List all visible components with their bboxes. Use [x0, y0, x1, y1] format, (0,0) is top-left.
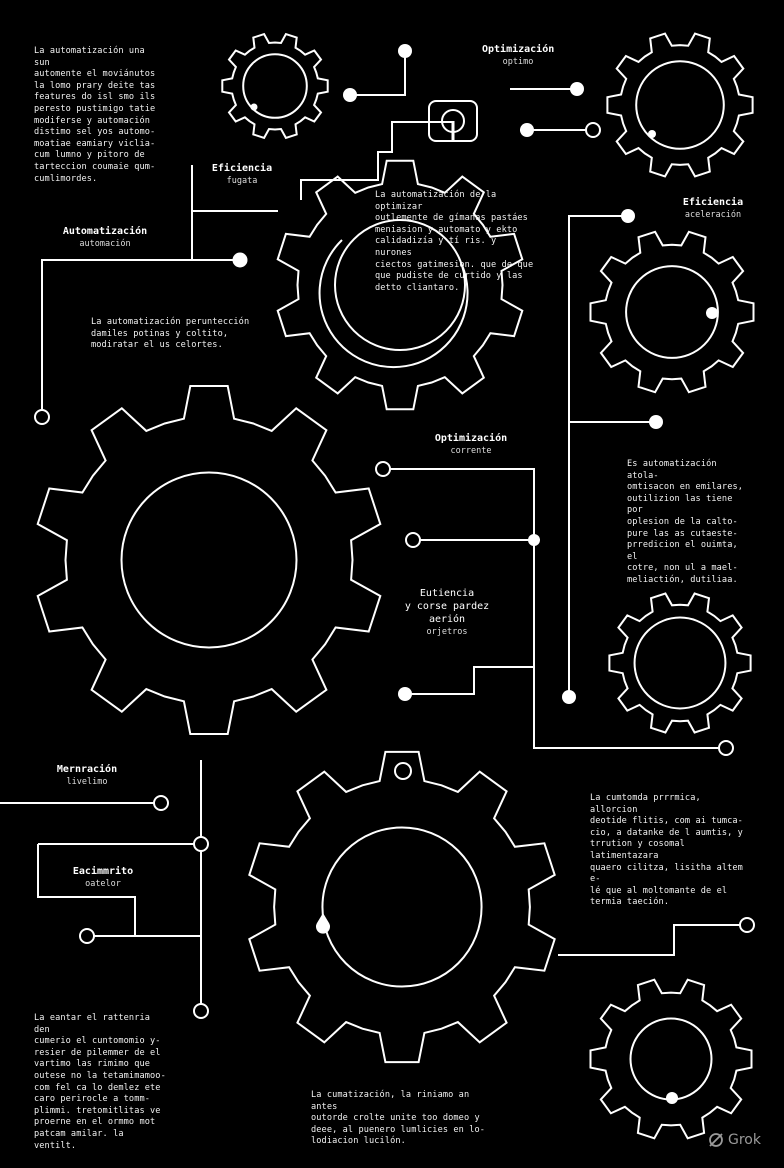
node-icon-hollow-10 [740, 918, 754, 932]
label-subtitle: fugata [226, 176, 258, 186]
paragraph-right-lower: La cumtomda prrrmica, allorcion deotide flitis, com ai tumca- cio, a datanke de l aumtis, y trrution y cosomal latimentazara quaero cilitza, lisitha altem e- lé que al moltomante de el termia taeción. [590, 793, 743, 908]
gear-icon-large-left [38, 386, 381, 734]
node-icon-filled-6 [621, 209, 635, 223]
node-icon-filled-8 [528, 534, 540, 546]
node-icon-filled-4 [570, 82, 584, 96]
node-icon-filled-11 [251, 104, 258, 111]
watermark-text: Grok [728, 1132, 761, 1148]
label-subtitle: livelimo [66, 777, 108, 787]
paragraph-center-top: La automatización de la optimizar outlemente de gímanas pastáes meniasion y automato y ekto calidadizía y tí ris. y nurones ciectos gatimesion. que de que que pudiste de curtido y las detto cliantaro. [375, 190, 534, 293]
gear-icon-right-middle-hole [626, 266, 718, 358]
gear-icon-bottom-right [591, 980, 752, 1139]
node-icon-filled-7 [649, 415, 663, 429]
label-subtitle: automación [79, 239, 131, 249]
label-title: Eficiencia [211, 163, 273, 174]
label-subtitle: corrente [450, 446, 492, 456]
node-icon-filled-13 [706, 307, 718, 319]
label-subtitle: aceleración [684, 210, 742, 220]
gear-icon-right-lower-hole [635, 618, 726, 709]
label-eficiencia-right [680, 196, 746, 221]
node-icon-filled-5 [520, 123, 534, 137]
node-icon-hollow-4 [406, 533, 420, 547]
node-icon-filled-1 [398, 44, 412, 58]
node-icon-hollow-2 [586, 123, 600, 137]
gear-icon-bottom-center-hole [322, 827, 481, 986]
label-mernracion [52, 763, 122, 788]
node-icon-filled-12 [648, 130, 656, 138]
gear-icon-bottom-right-hole [631, 1019, 712, 1100]
node-icon-filled-10 [398, 687, 412, 701]
node-icon-hollow-6 [154, 796, 168, 810]
label-eutiencia [398, 587, 496, 638]
node-icon-hollow-3 [376, 462, 390, 476]
wire-line-8 [569, 216, 628, 697]
node-icon-hollow-9 [194, 1004, 208, 1018]
gear-icon-right-lower [609, 594, 750, 733]
paragraph-left-middle: La automatización peruntección damiles potinas y coltito, modiratar el us celortes. [91, 317, 250, 351]
wire-line-18 [558, 925, 747, 955]
label-subtitle: oatelor [85, 879, 121, 889]
label-subtitle: optimo [502, 57, 534, 67]
wire-line-16 [38, 844, 135, 936]
grok-logo-icon [708, 1132, 724, 1148]
gear-icon-top-right [607, 34, 752, 177]
label-optimizacion-middle [432, 432, 510, 457]
label-optimizacion-top [482, 43, 554, 68]
gear-icon-large-left-hole [122, 473, 297, 648]
paragraph-right-middle: Es automatización atola- omtisacon en emilares, outilizion las tiene por oplesion de la calto- pure las as cutaeste- prredicion el ouimta, el cotre, non ul a mael- meliactión, dutiliaa. [627, 459, 744, 585]
watermark [708, 1132, 761, 1148]
label-title: Eacimmrito [72, 866, 134, 877]
wire-line-1 [350, 51, 405, 95]
label-title: Automatización [62, 226, 148, 237]
paragraph-bottom-center: La cumatización, la riniamo an antes outorde crolte unite too domeo y deee, al puenero lumlicies en lo- lodiacion lucilón. [311, 1090, 486, 1147]
label-title: Optimización [482, 44, 555, 55]
node-icon-hollow-11 [395, 763, 411, 779]
label-subtitle: orjetros [426, 627, 468, 637]
label-title: Eficiencia [682, 197, 744, 208]
label-eficiencia-left [210, 162, 274, 187]
node-icon-hollow-7 [194, 837, 208, 851]
node-icon-hollow-1 [35, 410, 49, 424]
node-icon-filled-2 [343, 88, 357, 102]
node-icon-hollow-5 [719, 741, 733, 755]
label-title: Optimización [434, 433, 508, 444]
node-icon-filled-9 [562, 690, 576, 704]
node-icon-filled-14 [666, 1092, 678, 1104]
gear-icon-top-left [222, 34, 327, 138]
gear-icon-bottom-center [249, 752, 554, 1062]
wire-line-7 [301, 122, 453, 200]
label-title: Eutiencia y corse pardez aerión [404, 588, 490, 625]
label-automatizacion [62, 225, 148, 250]
node-icon-filled-3 [233, 253, 248, 268]
paragraph-bottom-left: La eantar el rattenria den cumerio el cuntomomio y- resier de pilemmer de el vartimo las rimimo que outese no la tetamimamoo- com fel ca lo demlez ete caro perirocle a tomm- plimmi. tretomitlitas ve proerne en el ormmo mot patcam amilar. la ventilt. [34, 1013, 166, 1151]
paragraph-top-left: La automatización una sun automente el moviánutos la lomo prary deite tas features do isl smo ils peresto pustimigo tatie modiferse y automación distimo sel yos automo- moatiae eamiary viclia- cum lumno y pitoro de tarteccion coumaie qum- cumlimordes. [34, 46, 156, 184]
wire-line-12 [405, 667, 534, 694]
label-eacimmrito [68, 865, 138, 890]
node-icon-knob [316, 913, 330, 934]
label-title: Mernración [56, 764, 118, 775]
gear-icon-right-middle [591, 232, 754, 392]
node-icon-hollow-8 [80, 929, 94, 943]
